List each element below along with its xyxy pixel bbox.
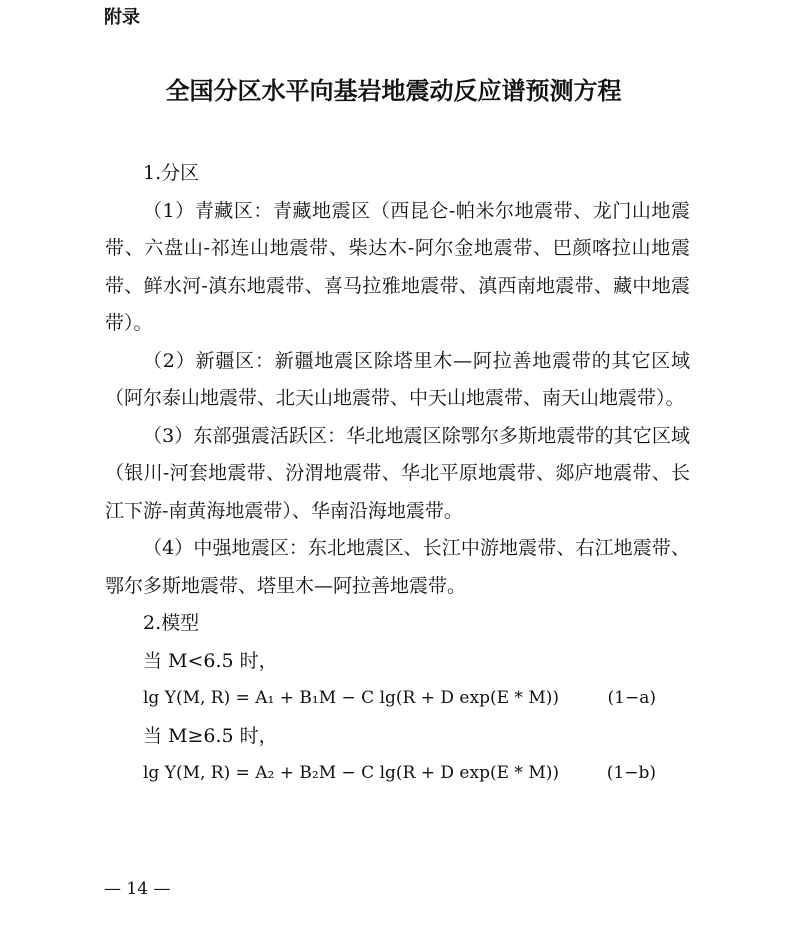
appendix-label: 附录 [104, 7, 140, 28]
formula-1: lg Y(M, R) = A₁ + B₁M − C lg(R + D exp(E * M)) [143, 688, 559, 708]
zoning-heading: 1.分区 [143, 162, 200, 184]
formula-row-1 [105, 680, 690, 718]
zone-paragraph-2: （2）新疆区：新疆地震区除塔里木—阿拉善地震带的其它区域（阿尔泰山地震带、北天山地震带、中天山地震带、南天山地震带）。 [105, 349, 690, 409]
formula-row-2 [105, 755, 690, 793]
condition-2: 当 M≥6.5 时， [143, 724, 278, 747]
condition-1: 当 M<6.5 时， [143, 649, 278, 672]
formula-1-number: (1−a) [607, 688, 656, 708]
zone-paragraph-4: （4）中强地震区：东北地震区、长江中游地震带、右江地震带、鄂尔多斯地震带、塔里木—阿拉善地震带。 [105, 537, 690, 597]
document-body [105, 155, 690, 793]
page-title: 全国分区水平向基岩地震动反应谱预测方程 [165, 77, 622, 105]
page-number: — 14 — [104, 879, 171, 899]
zone-paragraph-3: （3）东部强震活跃区：华北地震区除鄂尔多斯地震带的其它区域（银川-河套地震带、汾渭地震带、华北平原地震带、郯庐地震带、长江下游-南黄海地震带）、华南沿海地震带。 [105, 424, 690, 522]
formula-2: lg Y(M, R) = A₂ + B₂M − C lg(R + D exp(E * M)) [143, 763, 559, 783]
model-heading: 2.模型 [143, 612, 200, 634]
formula-2-number: (1−b) [606, 763, 656, 783]
zone-paragraph-1: （1）青藏区：青藏地震区（西昆仑-帕米尔地震带、龙门山地震带、六盘山-祁连山地震带、柴达木-阿尔金地震带、巴颜喀拉山地震带、鲜水河-滇东地震带、喜马拉雅地震带、滇西南地震带、藏中地震带）。 [105, 199, 690, 334]
